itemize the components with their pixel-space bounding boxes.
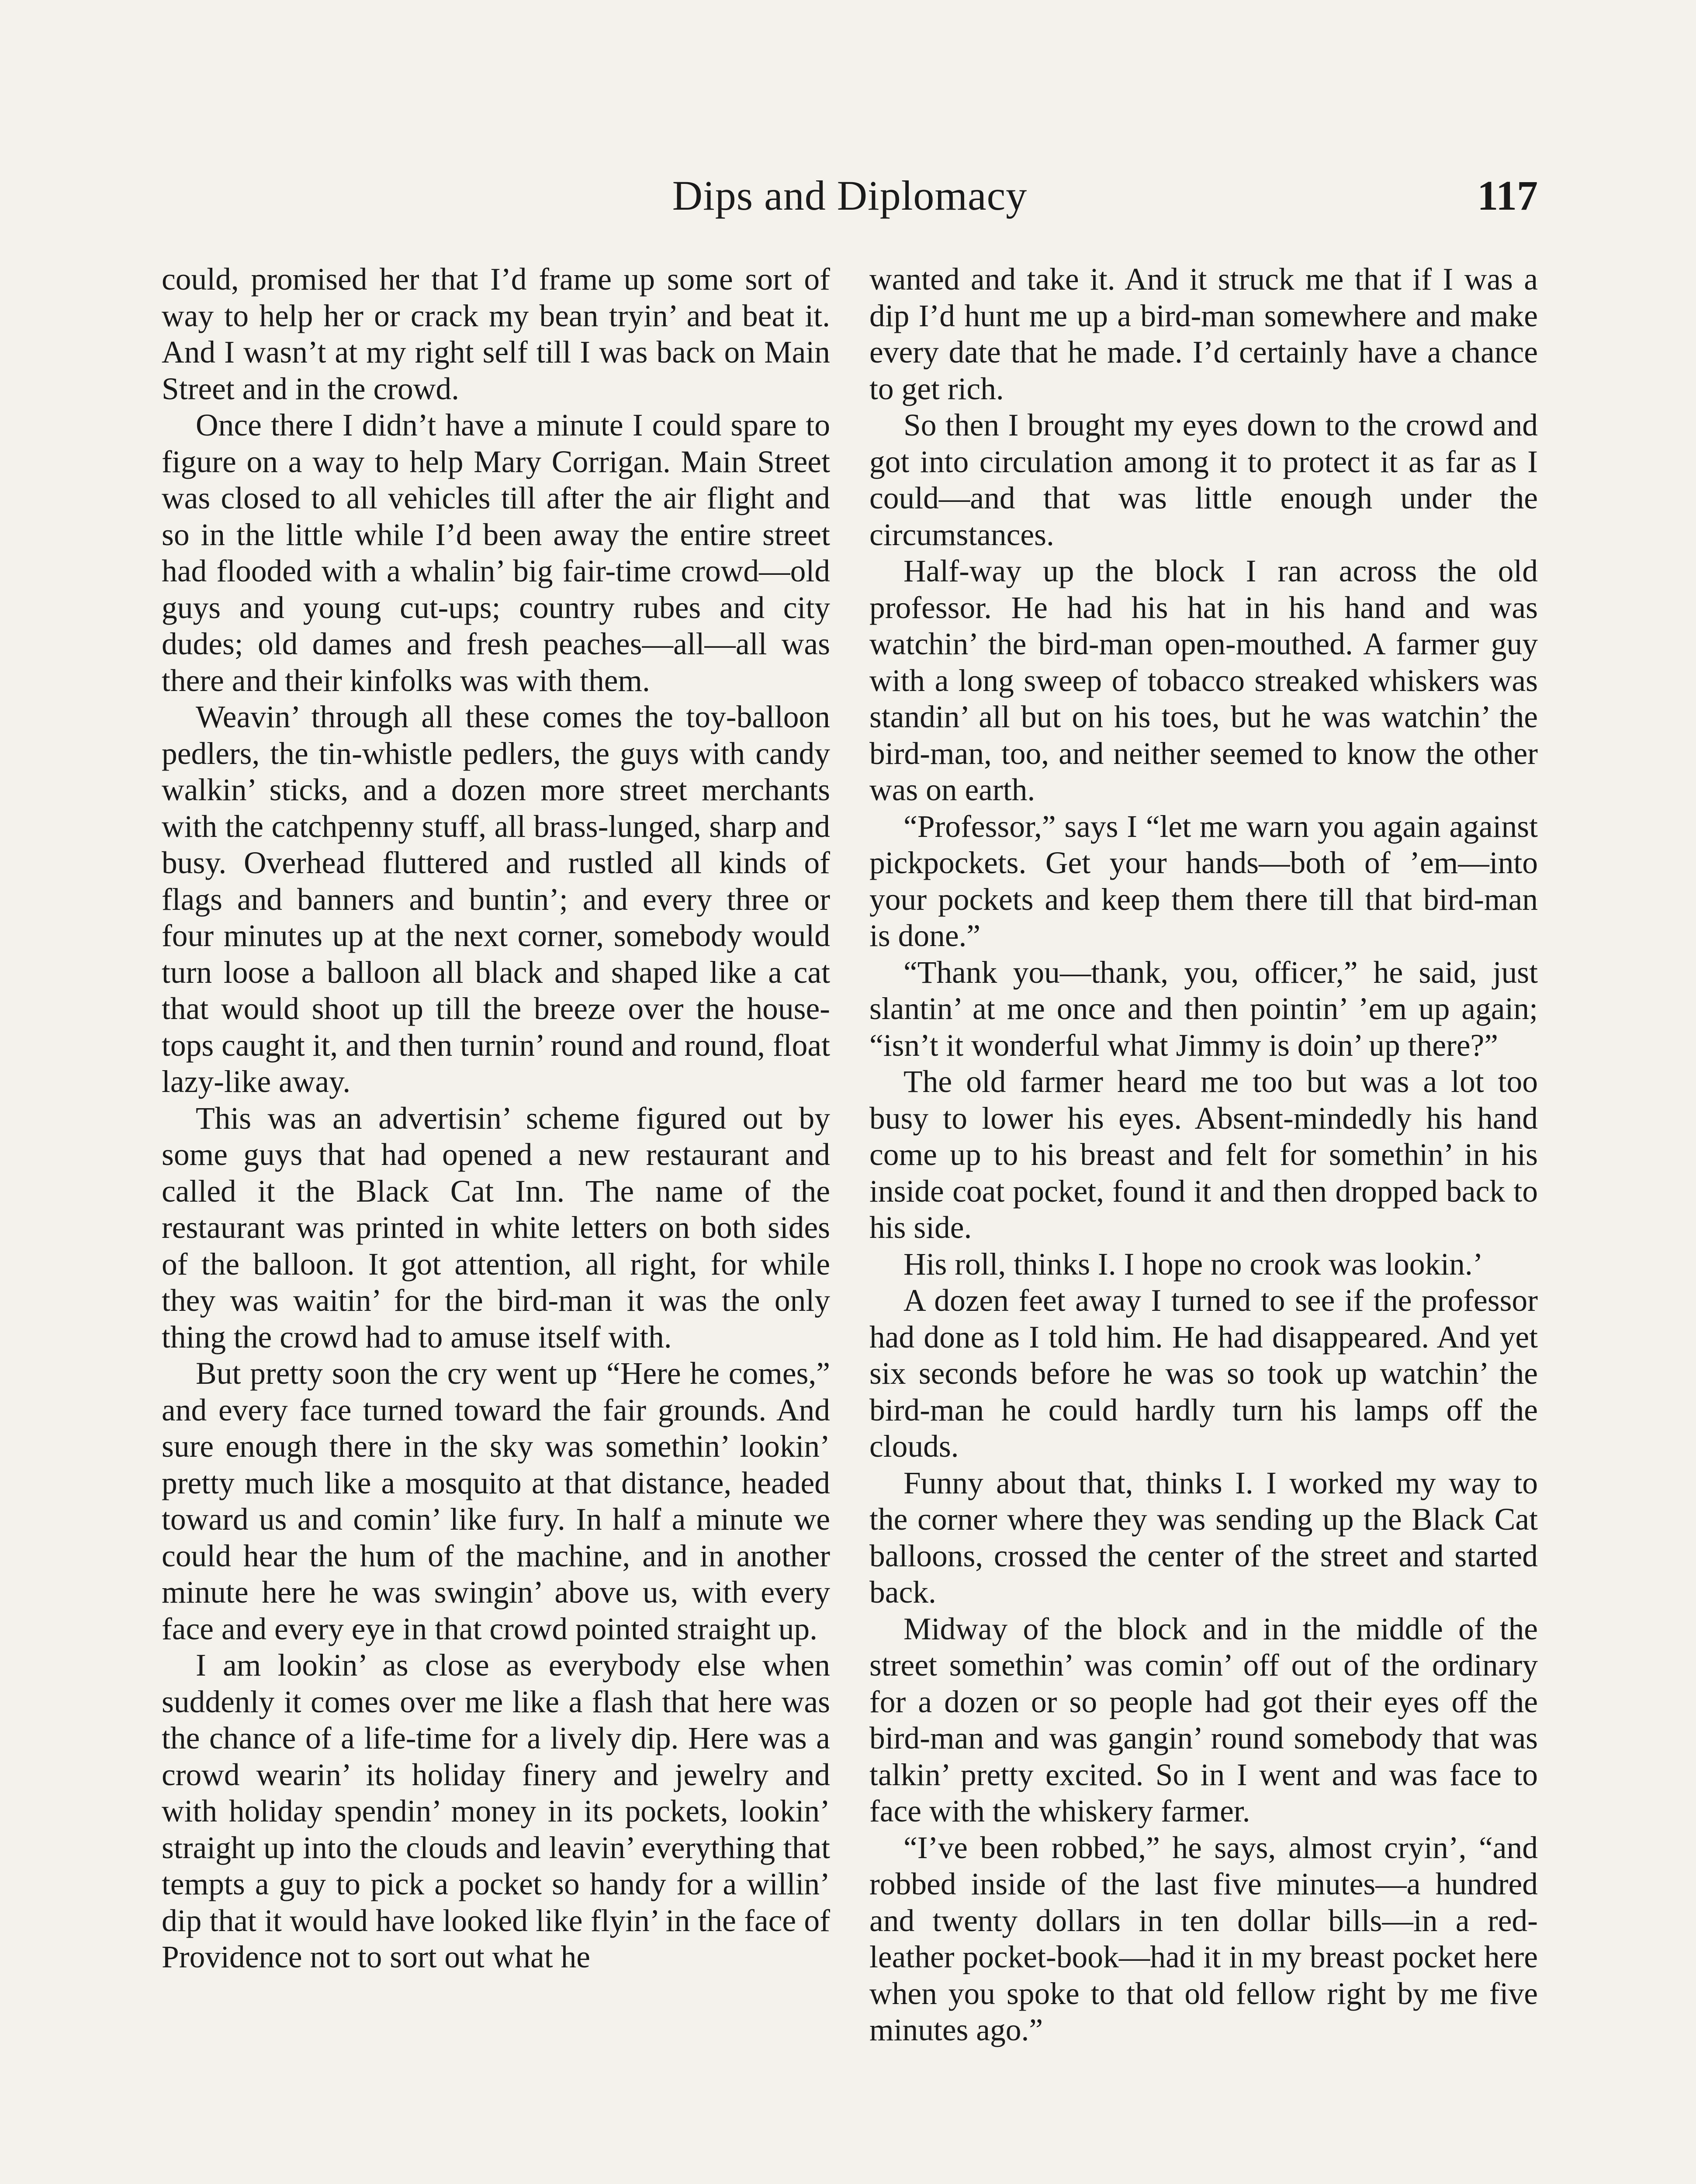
paragraph: Half-way up the block I ran across the old professor. He had his hat in his hand and was watchin’ the bird-man open-mouthed. A farmer guy with a long sweep of tobacco streaked whiskers was standin’ all but on his toes, but he was watchin’ the bird-man, too, and neither seemed to know the other was on earth. xyxy=(869,554,1538,807)
paragraph: “Professor,” says I “let me warn you again against pickpockets. Get your hands—both of ’em—into your pockets and keep them there till that bird-man is done.” xyxy=(869,809,1538,953)
paragraph: Weavin’ through all these comes the toy-balloon pedlers, the tin-whistle pedlers, the guys with candy walkin’ sticks, and a dozen more street merchants with the catchpenny stuff, all brass-lunged, sharp and busy. Overhead fluttered and rustled all kinds of flags and banners and buntin’; and every three or four minutes up at the next corner, somebody would turn loose a balloon all black and shaped like a cat that would shoot up till the breeze over the house-tops caught it, and then turnin’ round and round, float lazy-like away. xyxy=(162,700,830,1099)
paragraph: His roll, thinks I. I hope no crook was lookin.’ xyxy=(903,1247,1483,1282)
paragraph: could, promised her that I’d frame up some sort of way to help her or crack my bean tryin’ and beat it. And I wasn’t at my right self till I was back on Main Street and in the crowd. xyxy=(162,262,830,406)
paragraph: I am lookin’ as close as everybody else when suddenly it comes over me like a flash that here was the chance of a life-time for a lively dip. Here was a crowd wearin’ its holiday finery and jewelry and with holiday spendin’ money in its pockets, lookin’ straight up into the clouds and leavin’ everything that tempts a guy to pick a pocket so handy for a willin’ dip that it would have looked like flyin’ in the face of Providence not to sort out what he xyxy=(162,1648,830,1974)
paragraph: wanted and take it. And it struck me that if I was a dip I’d hunt me up a bird-man somewhere and make every date that he made. I’d certainly have a chance to get rich. xyxy=(869,262,1538,406)
page-number: 117 xyxy=(1477,172,1538,219)
running-title: Dips and Diplomacy xyxy=(672,172,1028,219)
paragraph: So then I brought my eyes down to the crowd and got into circulation among it to protect it as far as I could—and that was little enough under the circumstances. xyxy=(869,408,1538,552)
paragraph: “Thank you—thank, you, officer,” he said, just slantin’ at me once and then pointin’ ’em up again; “isn’t it wonderful what Jimmy is doin’ up there?” xyxy=(869,955,1538,1063)
paragraph: The old farmer heard me too but was a lot too busy to lower his eyes. Absent-mindedly his hand come up to his breast and felt for somethin’ in his inside coat pocket, found it and then dropped back to his side. xyxy=(869,1064,1538,1245)
paragraph: Funny about that, thinks I. I worked my way to the corner where they was sending up the Black Cat balloons, crossed the center of the street and started back. xyxy=(869,1465,1538,1610)
paragraph: A dozen feet away I turned to see if the professor had done as I told him. He had disappeared. And yet six seconds before he was so took up watchin’ the bird-man he could hardly turn his lamps off the clouds. xyxy=(869,1283,1538,1464)
paragraph: Once there I didn’t have a minute I could spare to figure on a way to help Mary Corrigan. Main Street was closed to all vehicles till after the air flight and so in the little while I’d been away the entire street had flooded with a whalin’ big fair-time crowd—old guys and young cut-ups; country rubes and city dudes; old dames and fresh peaches—all—all was there and their kinfolks was with them. xyxy=(162,408,830,698)
right-column xyxy=(869,261,1538,2049)
paragraph: This was an advertisin’ scheme figured out by some guys that had opened a new restaurant and called it the Black Cat Inn. The name of the restaurant was printed in white letters on both sides of the balloon. It got attention, all right, for while they was waitin’ for the bird-man it was the only thing the crowd had to amuse itself with. xyxy=(162,1101,830,1355)
paragraph: Midway of the block and in the middle of the street somethin’ was comin’ off out of the ordinary for a dozen or so people had got their eyes off the bird-man and was gangin’ round somebody that was talkin’ pretty excited. So in I went and was face to face with the whiskery farmer. xyxy=(869,1611,1538,1828)
left-column xyxy=(162,261,830,1976)
page-header xyxy=(162,171,1538,228)
paragraph: But pretty soon the cry went up “Here he comes,” and every face turned toward the fair grounds. And sure enough there in the sky was somethin’ lookin’ pretty much like a mosquito at that distance, headed toward us and comin’ like fury. In half a minute we could hear the hum of the machine, and in another minute here he was swingin’ above us, with every face and every eye in that crowd pointed straight up. xyxy=(162,1356,830,1646)
paragraph: “I’ve been robbed,” he says, almost cryin’, “and robbed inside of the last five minutes—a hundred and twenty dollars in ten dollar bills—in a red-leather pocket-book—had it in my breast pocket here when you spoke to that old fellow right by me five minutes ago.” xyxy=(869,1830,1538,2047)
